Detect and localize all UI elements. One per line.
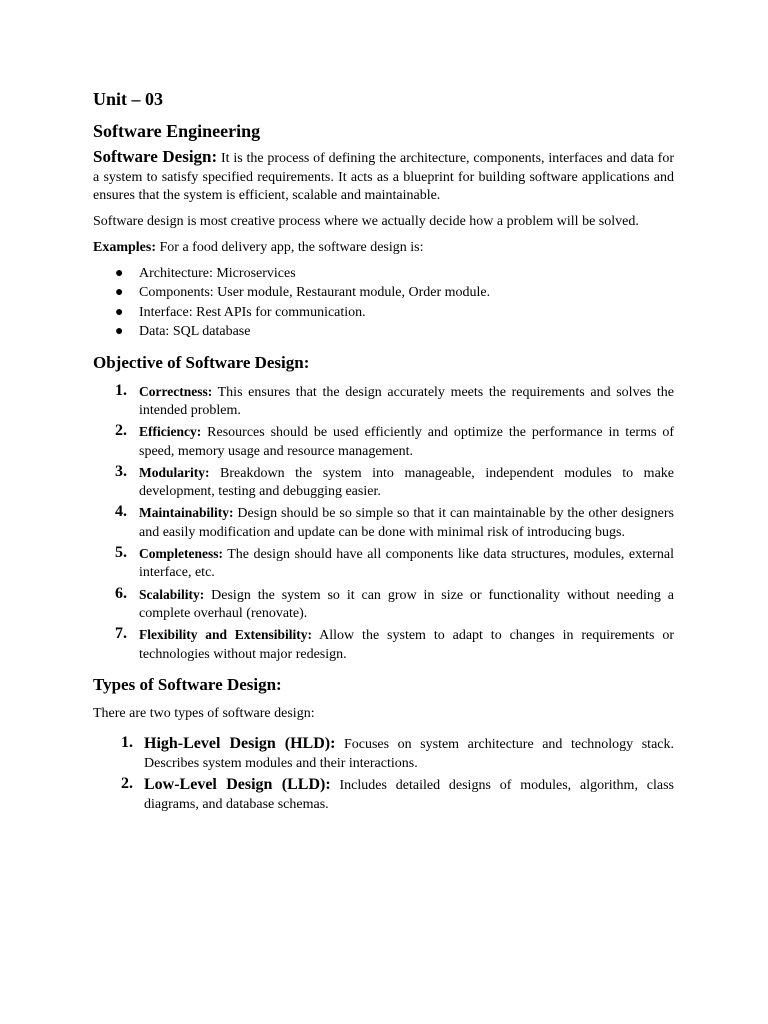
- bullet-icon: ●: [115, 324, 124, 340]
- list-item-text: Resources should be used efficiently and optimize the performance in terms of speed, memory usage and resource management.: [139, 425, 674, 459]
- list-item: [93, 586, 674, 624]
- list-item-text: This ensures that the design accurately meets the requirements and solves the intended problem.: [139, 384, 674, 419]
- software-design-paragraph: [93, 148, 674, 206]
- list-item: [93, 322, 674, 341]
- list-term: Efficiency:: [139, 424, 202, 440]
- list-item-text: Architecture: Microservices: [139, 265, 296, 281]
- list-item-text: Includes detailed designs of modules, algorithm, class diagrams, and database schemas.: [144, 777, 674, 812]
- list-item-text: Design the system so it can grow in size or functionality without needing a complete overhaul (renovate).: [139, 587, 674, 622]
- list-number: 4.: [115, 503, 127, 521]
- list-item-text: Allow the system to adapt to changes in requirements or technologies without major redesign.: [139, 628, 674, 662]
- list-number: 7.: [115, 625, 127, 643]
- examples-term: Examples:: [93, 240, 156, 256]
- types-heading: Types of Software Design:: [93, 675, 282, 695]
- list-item: [93, 734, 674, 773]
- list-item-text: Data: SQL database: [139, 324, 251, 340]
- bullet-icon: ●: [115, 265, 124, 281]
- software-design-term: Software Design:: [93, 147, 218, 166]
- list-item-text: Focuses on system architecture and technology stack. Describes system modules and their interactions.: [144, 736, 674, 771]
- list-number: 6.: [115, 584, 127, 602]
- list-item-text: Components: User module, Restaurant module, Order module.: [139, 285, 491, 301]
- list-term: Flexibility and Extensibility:: [139, 627, 313, 643]
- list-number: 1.: [121, 733, 133, 751]
- list-term: High-Level Design (HLD):: [144, 734, 336, 752]
- examples-list: [93, 264, 674, 342]
- list-number: 2.: [121, 774, 133, 792]
- examples-text: For a food delivery app, the software design is:: [156, 240, 424, 256]
- objectives-list: [93, 383, 674, 665]
- bullet-icon: ●: [115, 285, 124, 301]
- list-term: Low-Level Design (LLD):: [144, 775, 331, 793]
- list-term: Completeness:: [139, 545, 223, 561]
- list-number: 1.: [115, 381, 127, 399]
- list-item-text: Interface: Rest APIs for communication.: [139, 304, 366, 320]
- bullet-icon: ●: [115, 304, 124, 320]
- types-intro: There are two types of software design:: [93, 706, 315, 722]
- list-item: [93, 303, 674, 322]
- list-item: [93, 626, 674, 664]
- list-item: [93, 464, 674, 502]
- creative-process-paragraph: Software design is most creative process where we actually decide how a problem will be solved.: [93, 213, 639, 229]
- software-design-definition: It is the process of defining the architecture, components, interfaces and data for a system to satisfy specified requirements. It acts as a blueprint for building software applications and ensures that the system is efficient, scalable and maintainable.: [93, 151, 674, 204]
- subject-title: Software Engineering: [93, 121, 261, 141]
- examples-paragraph: [93, 239, 674, 258]
- list-term: Modularity:: [139, 464, 210, 480]
- list-item-text: Breakdown the system into manageable, independent modules to make development, testing and debugging easier.: [139, 465, 674, 500]
- list-item: [93, 264, 674, 283]
- list-item-text: The design should have all components like data structures, modules, external interface, etc.: [139, 546, 674, 581]
- list-item: [93, 545, 674, 583]
- list-item: [93, 504, 674, 542]
- list-term: Maintainability:: [139, 505, 234, 521]
- list-item-text: Design should be so simple so that it can maintainable by the other designers and easily modification and update can be done with minimal risk of introducing bugs.: [139, 506, 674, 540]
- types-list: [93, 734, 674, 814]
- objectives-heading: Objective of Software Design:: [93, 352, 310, 372]
- list-number: 3.: [115, 462, 127, 480]
- list-term: Correctness:: [139, 383, 213, 399]
- list-item: [93, 775, 674, 814]
- unit-title: Unit – 03: [93, 89, 164, 109]
- list-item: [93, 283, 674, 302]
- list-item: [93, 383, 674, 421]
- list-item: [93, 423, 674, 461]
- list-term: Scalability:: [139, 586, 205, 602]
- list-number: 2.: [115, 422, 127, 440]
- list-number: 5.: [115, 543, 127, 561]
